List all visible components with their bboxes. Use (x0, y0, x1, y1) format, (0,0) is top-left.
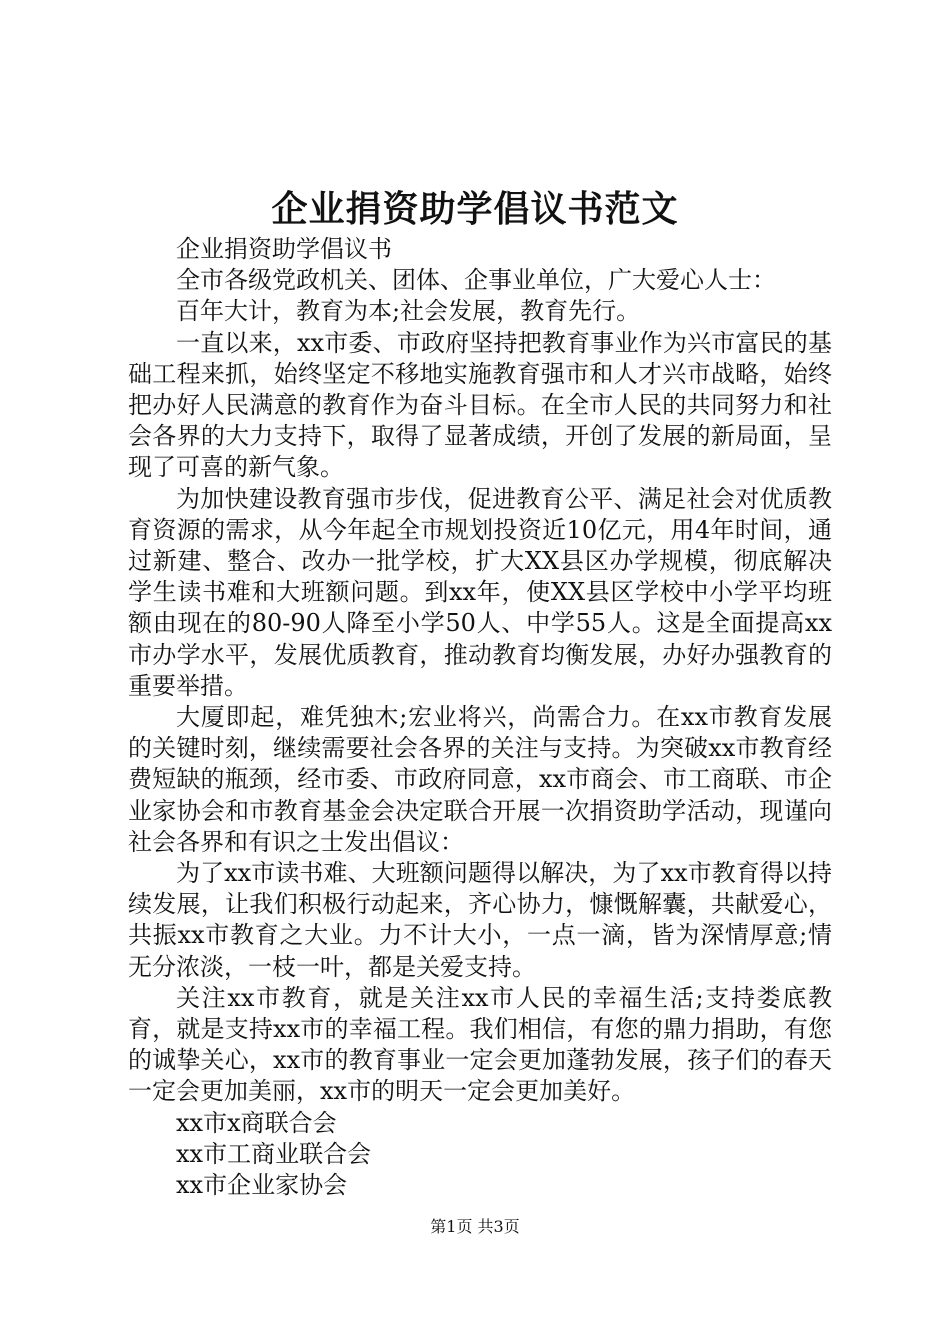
signature-line: xx市工商业联合会 (176, 1139, 372, 1168)
paragraph-heading: 企业捐资助学倡议书 (176, 235, 392, 263)
paragraph: 为了xx市读书难、大班额问题得以解决，为了xx市教育得以持续发展，让我们积极行动起来，齐心协力，慷慨解囊，共献爱心，共振xx市教育之大业。力不计大小，一点一滴，皆为深情厚意;情无分浓淡，一枝一叶，都是关爱支持。 (128, 859, 832, 981)
signature-line: xx市企业家协会 (176, 1171, 348, 1200)
paragraph-salutation: 全市各级党政机关、团体、企事业单位，广大爱心人士： (176, 266, 776, 295)
page-indicator: 第1页 共3页 (430, 1217, 520, 1236)
paragraph: 为加快建设教育强市步伐，促进教育公平、满足社会对优质教育资源的需求，从今年起全市规划投资近10亿元，用4年时间，通过新建、整合、改办一批学校，扩大XX县区办学规模，彻底解决学生读书难和大班额问题。到xx年，使XX县区学校中小学平均班额由现在的80-90人降至小学50人、中学55人。这是全面提高xx市办学水平，发展优质教育，推动教育均衡发展，办好办强教育的重要举措。 (128, 484, 832, 700)
paragraph: 一直以来，xx市委、市政府坚持把教育事业作为兴市富民的基础工程来抓，始终坚定不移地实施教育强市和人才兴市战略，始终把办好人民满意的教育作为奋斗目标。在全市人民的共同努力和社会各界的大力支持下，取得了显著成绩，开创了发展的新局面，呈现了可喜的新气象。 (128, 328, 832, 482)
paragraph: 大厦即起，难凭独木;宏业将兴，尚需合力。在xx市教育发展的关键时刻，继续需要社会各界的关注与支持。为突破xx市教育经费短缺的瓶颈，经市委、市政府同意，xx市商会、市工商联、市企业家协会和市教育基金会决定联合开展一次捐资助学活动，现谨向社会各界和有识之士发出倡议： (128, 703, 832, 856)
paragraph: 百年大计，教育为本;社会发展，教育先行。 (176, 297, 641, 326)
signature-line: xx市x商联合会 (176, 1108, 337, 1137)
paragraph: 关注xx市教育，就是关注xx市人民的幸福生活;支持娄底教育，就是支持xx市的幸福工程。我们相信，有您的鼎力捐助，有您的诚挚关心，xx市的教育事业一定会更加蓬勃发展，孩子们的春天一定会更加美丽，xx市的明天一定会更加美好。 (128, 983, 832, 1106)
document-body (128, 234, 832, 1201)
document-title: 企业捐资助学倡议书范文 (271, 188, 679, 230)
